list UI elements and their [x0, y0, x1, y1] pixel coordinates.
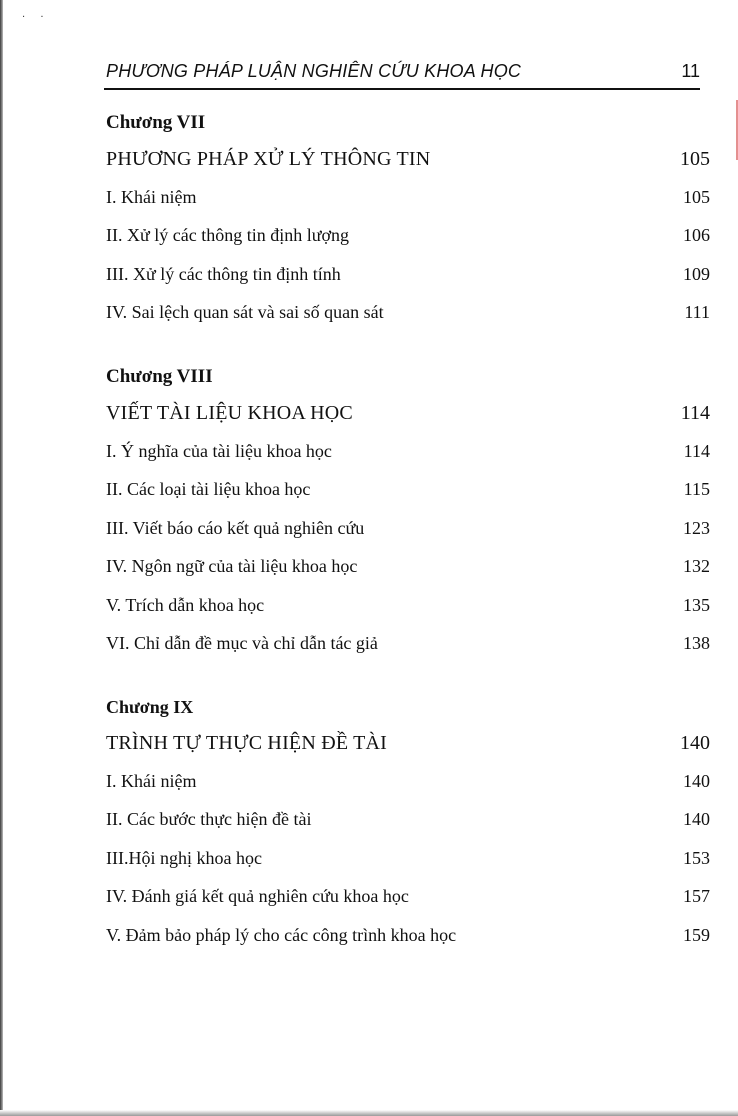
chapter-label: Chương VII — [106, 112, 206, 133]
chapter-page-number: 105 — [680, 147, 710, 170]
scan-left-edge — [0, 0, 3, 1116]
toc-entry-title: II. Các bước thực hiện đề tài — [106, 809, 312, 830]
toc-entry-title: IV. Sai lệch quan sát và sai số quan sát — [106, 302, 384, 323]
toc-entry-title: IV. Ngôn ngữ của tài liệu khoa học — [106, 556, 358, 577]
toc-entry-page: 106 — [683, 225, 710, 246]
toc-entry-page: 111 — [684, 302, 710, 323]
chapter-title: PHƯƠNG PHÁP XỬ LÝ THÔNG TIN — [106, 147, 431, 170]
chapter-page-number: 140 — [680, 731, 710, 754]
toc-entry-title: II. Xử lý các thông tin định lượng — [106, 225, 349, 246]
toc-entry — [106, 294, 710, 333]
toc-entry-title: I. Ý nghĩa của tài liệu khoa học — [106, 440, 332, 461]
toc-entry-page: 115 — [683, 479, 710, 500]
toc-entry-page: 105 — [683, 186, 710, 207]
chapter-label: Chương IX — [106, 697, 194, 717]
chapter-page-number: 114 — [680, 401, 710, 424]
toc-entry-title: II. Các loại tài liệu khoa học — [106, 479, 311, 500]
toc-entry-page: 109 — [683, 263, 710, 284]
toc-entry-title: I. Khái niệm — [106, 186, 197, 207]
toc-entry-title: VI. Chỉ dẫn đề mục và chỉ dẫn tác giả — [106, 633, 378, 654]
toc-entry-page: 135 — [683, 594, 710, 615]
chapter-heading — [106, 394, 710, 432]
chapter-label: Chương VIII — [106, 366, 213, 387]
chapter-heading — [106, 140, 710, 178]
chapter-title: VIẾT TÀI LIỆU KHOA HỌC — [106, 401, 353, 424]
running-title: PHƯƠNG PHÁP LUẬN NGHIÊN CỨU KHOA HỌC — [106, 61, 522, 81]
toc-entry — [106, 471, 710, 510]
chapter-title: TRÌNH TỰ THỰC HIỆN ĐỀ TÀI — [106, 731, 388, 754]
toc-entry — [106, 762, 710, 801]
toc-entry — [106, 625, 710, 664]
toc-entry-page: 140 — [683, 770, 710, 791]
toc-entry-title: V. Trích dẫn khoa học — [106, 594, 265, 615]
page-number: 11 — [681, 61, 700, 81]
toc-entry-page: 114 — [683, 440, 710, 461]
toc-entry — [106, 916, 710, 955]
toc-entry-page: 138 — [683, 633, 710, 654]
toc-entry-page: 159 — [683, 924, 710, 945]
toc-entry-title: V. Đảm bảo pháp lý cho các công trình khoa học — [106, 924, 457, 945]
toc-entry-page: 157 — [683, 886, 710, 907]
toc-entry-title: I. Khái niệm — [106, 770, 197, 791]
toc-entry-page: 123 — [683, 517, 710, 538]
running-header — [104, 58, 700, 90]
toc-entry — [106, 432, 710, 471]
toc-entry-page: 132 — [683, 556, 710, 577]
toc-entry-title: III.Hội nghị khoa học — [106, 847, 262, 868]
toc-entry — [106, 217, 710, 256]
toc-entry — [106, 255, 710, 294]
chapter-vii — [106, 106, 710, 332]
toc-entry-page: 153 — [683, 847, 710, 868]
toc-entry — [106, 178, 710, 217]
toc-entry-page: 140 — [683, 809, 710, 830]
toc-entry — [106, 586, 710, 625]
chapter-heading — [106, 724, 710, 762]
toc-entry-title: IV. Đánh giá kết quả nghiên cứu khoa học — [106, 886, 409, 907]
toc-entry — [106, 878, 710, 917]
toc-entry — [106, 801, 710, 840]
chapter-viii — [106, 360, 710, 663]
toc-entry — [106, 509, 710, 548]
toc-entry-title: III. Xử lý các thông tin định tính — [106, 263, 341, 284]
chapter-ix — [106, 690, 710, 955]
scan-specks: · · — [22, 12, 50, 23]
toc-entry — [106, 839, 710, 878]
scan-bottom-edge — [0, 1110, 738, 1116]
toc-entry-title: III. Viết báo cáo kết quả nghiên cứu — [106, 517, 365, 538]
toc-entry — [106, 548, 710, 587]
